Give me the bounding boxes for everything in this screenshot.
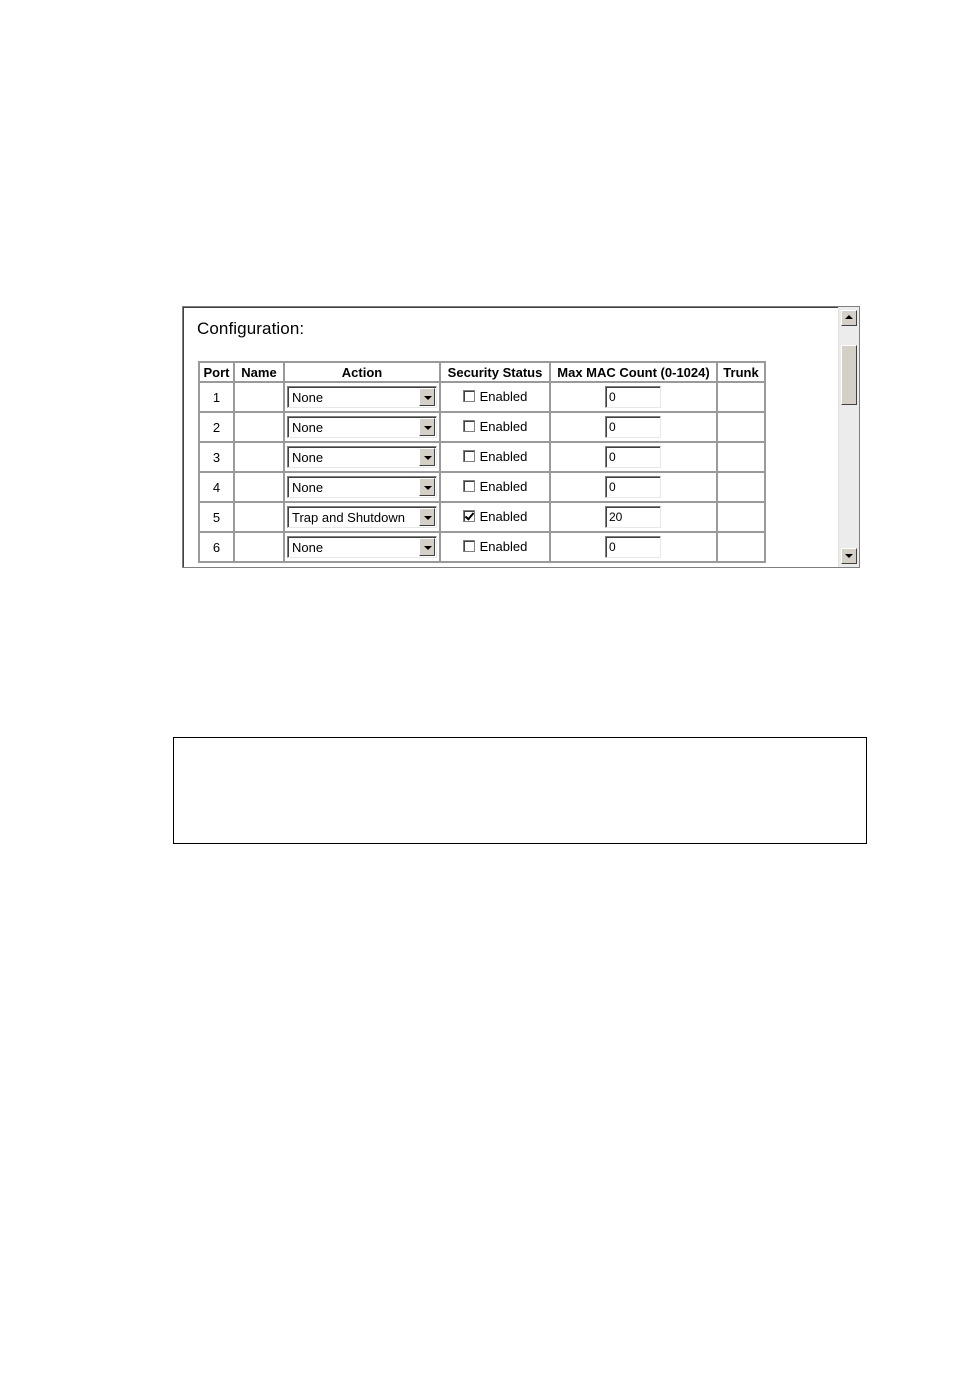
scroll-up-arrow-icon[interactable] — [841, 310, 857, 326]
security-status-checkbox[interactable] — [463, 510, 475, 522]
chevron-down-icon[interactable] — [419, 538, 435, 556]
port-number: 5 — [212, 509, 221, 525]
col-port: Port — [199, 362, 234, 382]
security-status-label: Enabled — [479, 388, 528, 404]
action-select[interactable] — [287, 506, 437, 528]
port-number: 2 — [212, 419, 221, 435]
action-select-value: None — [292, 390, 324, 405]
action-select-value: None — [292, 540, 324, 555]
action-select[interactable] — [287, 446, 437, 468]
table-row — [199, 412, 765, 442]
security-status-checkbox[interactable] — [463, 540, 475, 552]
table-row — [199, 442, 765, 472]
col-security-status: Security Status — [440, 362, 550, 382]
security-status-label: Enabled — [479, 538, 528, 554]
col-action: Action — [284, 362, 440, 382]
note-box — [173, 737, 867, 844]
security-status-label: Enabled — [479, 508, 528, 524]
security-status-label: Enabled — [479, 418, 528, 434]
security-status-toggle[interactable] — [463, 419, 528, 434]
panel-content — [183, 307, 839, 567]
chevron-down-icon[interactable] — [419, 448, 435, 466]
col-name: Name — [234, 362, 284, 382]
scroll-down-arrow-icon[interactable] — [841, 548, 857, 564]
port-number: 4 — [212, 479, 221, 495]
chevron-down-icon[interactable] — [419, 418, 435, 436]
security-status-toggle[interactable] — [463, 509, 528, 524]
security-status-checkbox[interactable] — [463, 390, 475, 402]
table-header-row — [199, 362, 765, 382]
security-status-checkbox[interactable] — [463, 450, 475, 462]
col-trunk: Trunk — [717, 362, 765, 382]
max-mac-count-input[interactable]: 20 — [605, 506, 661, 528]
security-status-toggle[interactable] — [463, 389, 528, 404]
security-status-checkbox[interactable] — [463, 420, 475, 432]
action-select[interactable] — [287, 476, 437, 498]
max-mac-count-input[interactable]: 0 — [605, 416, 661, 438]
chevron-down-icon[interactable] — [419, 508, 435, 526]
port-number: 6 — [212, 539, 221, 555]
table-row — [199, 382, 765, 412]
security-status-toggle[interactable] — [463, 449, 528, 464]
table-row — [199, 532, 765, 562]
action-select[interactable] — [287, 386, 437, 408]
security-status-label: Enabled — [479, 448, 528, 464]
max-mac-count-input[interactable]: 0 — [605, 476, 661, 498]
scrollbar-thumb[interactable] — [841, 345, 857, 405]
action-select-value: None — [292, 420, 324, 435]
chevron-down-icon[interactable] — [419, 478, 435, 496]
action-select[interactable] — [287, 536, 437, 558]
max-mac-count-input[interactable]: 0 — [605, 536, 661, 558]
max-mac-count-input[interactable]: 0 — [605, 386, 661, 408]
max-mac-count-input[interactable]: 0 — [605, 446, 661, 468]
security-status-toggle[interactable] — [463, 479, 528, 494]
action-select-value: Trap and Shutdown — [292, 510, 405, 525]
col-max-mac-count: Max MAC Count (0-1024) — [550, 362, 717, 382]
vertical-scrollbar[interactable] — [838, 307, 859, 567]
page-title: Configuration: — [197, 319, 305, 338]
table-row — [199, 472, 765, 502]
security-status-label: Enabled — [479, 478, 528, 494]
chevron-down-icon[interactable] — [419, 388, 435, 406]
configuration-panel — [182, 306, 860, 568]
action-select-value: None — [292, 450, 324, 465]
port-number: 3 — [212, 449, 221, 465]
port-security-table — [198, 361, 766, 563]
action-select[interactable] — [287, 416, 437, 438]
table-row — [199, 502, 765, 532]
port-number: 1 — [212, 389, 221, 405]
security-status-checkbox[interactable] — [463, 480, 475, 492]
action-select-value: None — [292, 480, 324, 495]
security-status-toggle[interactable] — [463, 539, 528, 554]
